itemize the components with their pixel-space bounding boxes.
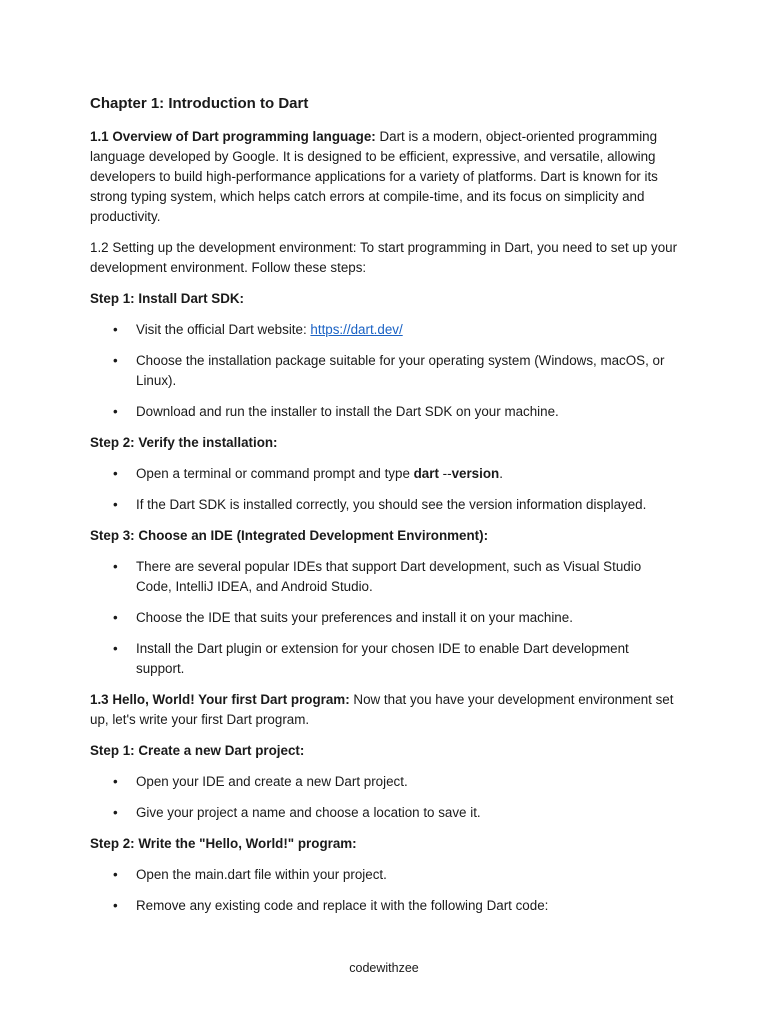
step-ide-list — [90, 557, 680, 679]
step-install-list — [90, 320, 680, 422]
step-verify-list — [90, 464, 680, 515]
section-1-1-heading: 1.1 Overview of Dart programming language: — [90, 129, 376, 144]
list-item: • There are several popular IDEs that support Dart development, such as Visual Studio Code, IntelliJ IDEA, and Android Studio. — [90, 557, 680, 597]
dart-website-link[interactable]: https://dart.dev/ — [310, 322, 403, 337]
list-item-text: Open a terminal or command prompt and type — [136, 466, 414, 481]
section-1-3-paragraph — [90, 690, 680, 730]
command-dart: dart — [413, 466, 439, 481]
document-page — [90, 93, 680, 927]
step-project-list — [90, 772, 680, 823]
list-item — [90, 320, 680, 340]
section-1-1-paragraph — [90, 127, 680, 227]
list-item: • If the Dart SDK is installed correctly, you should see the version information displayed. — [90, 495, 680, 515]
page-footer: codewithzee — [349, 961, 419, 975]
list-item: • Give your project a name and choose a location to save it. — [90, 803, 680, 823]
step-hello-list — [90, 865, 680, 916]
command-dashes: -- — [438, 466, 452, 481]
step-project-heading: Step 1: Create a new Dart project: — [90, 743, 305, 758]
list-item: • Choose the installation package suitable for your operating system (Windows, macOS, or Linux). — [90, 351, 680, 391]
list-item: • Choose the IDE that suits your preferences and install it on your machine. — [90, 608, 680, 628]
list-item: • Download and run the installer to install the Dart SDK on your machine. — [90, 402, 680, 422]
list-item-text: Visit the official Dart website: — [136, 322, 311, 337]
list-item: • Remove any existing code and replace it with the following Dart code: — [90, 896, 680, 916]
list-item: • Install the Dart plugin or extension for your chosen IDE to enable Dart development support. — [90, 639, 680, 679]
list-item: • Open the main.dart file within your project. — [90, 865, 680, 885]
command-version: version — [451, 466, 500, 481]
section-1-1-body: Dart is a modern, object-oriented programming language developed by Google. It is designed to be efficient, expressive, and versatile, allowing developers to build high-performance applications for a variety of platforms. Dart is known for its strong typing system, which helps catch errors at compile-time, and its focus on simplicity and productivity. — [90, 129, 658, 224]
chapter-title: Chapter 1: Introduction to Dart — [90, 95, 309, 112]
list-item-period: . — [499, 466, 503, 481]
section-1-3-heading: 1.3 Hello, World! Your first Dart program: — [90, 692, 350, 707]
list-item — [90, 464, 680, 484]
step-ide-heading: Step 3: Choose an IDE (Integrated Development Environment): — [90, 528, 489, 543]
step-hello-heading: Step 2: Write the "Hello, World!" program: — [90, 836, 357, 851]
section-1-2-paragraph: 1.2 Setting up the development environment: To start programming in Dart, you need to set up your development environment. Follow these steps: — [90, 240, 678, 275]
list-item: • Open your IDE and create a new Dart project. — [90, 772, 680, 792]
section-1-3-body: Now that you have your development environment set up, let's write your first Dart program. — [90, 692, 674, 727]
step-verify-heading: Step 2: Verify the installation: — [90, 435, 278, 450]
step-install-heading: Step 1: Install Dart SDK: — [90, 291, 245, 306]
